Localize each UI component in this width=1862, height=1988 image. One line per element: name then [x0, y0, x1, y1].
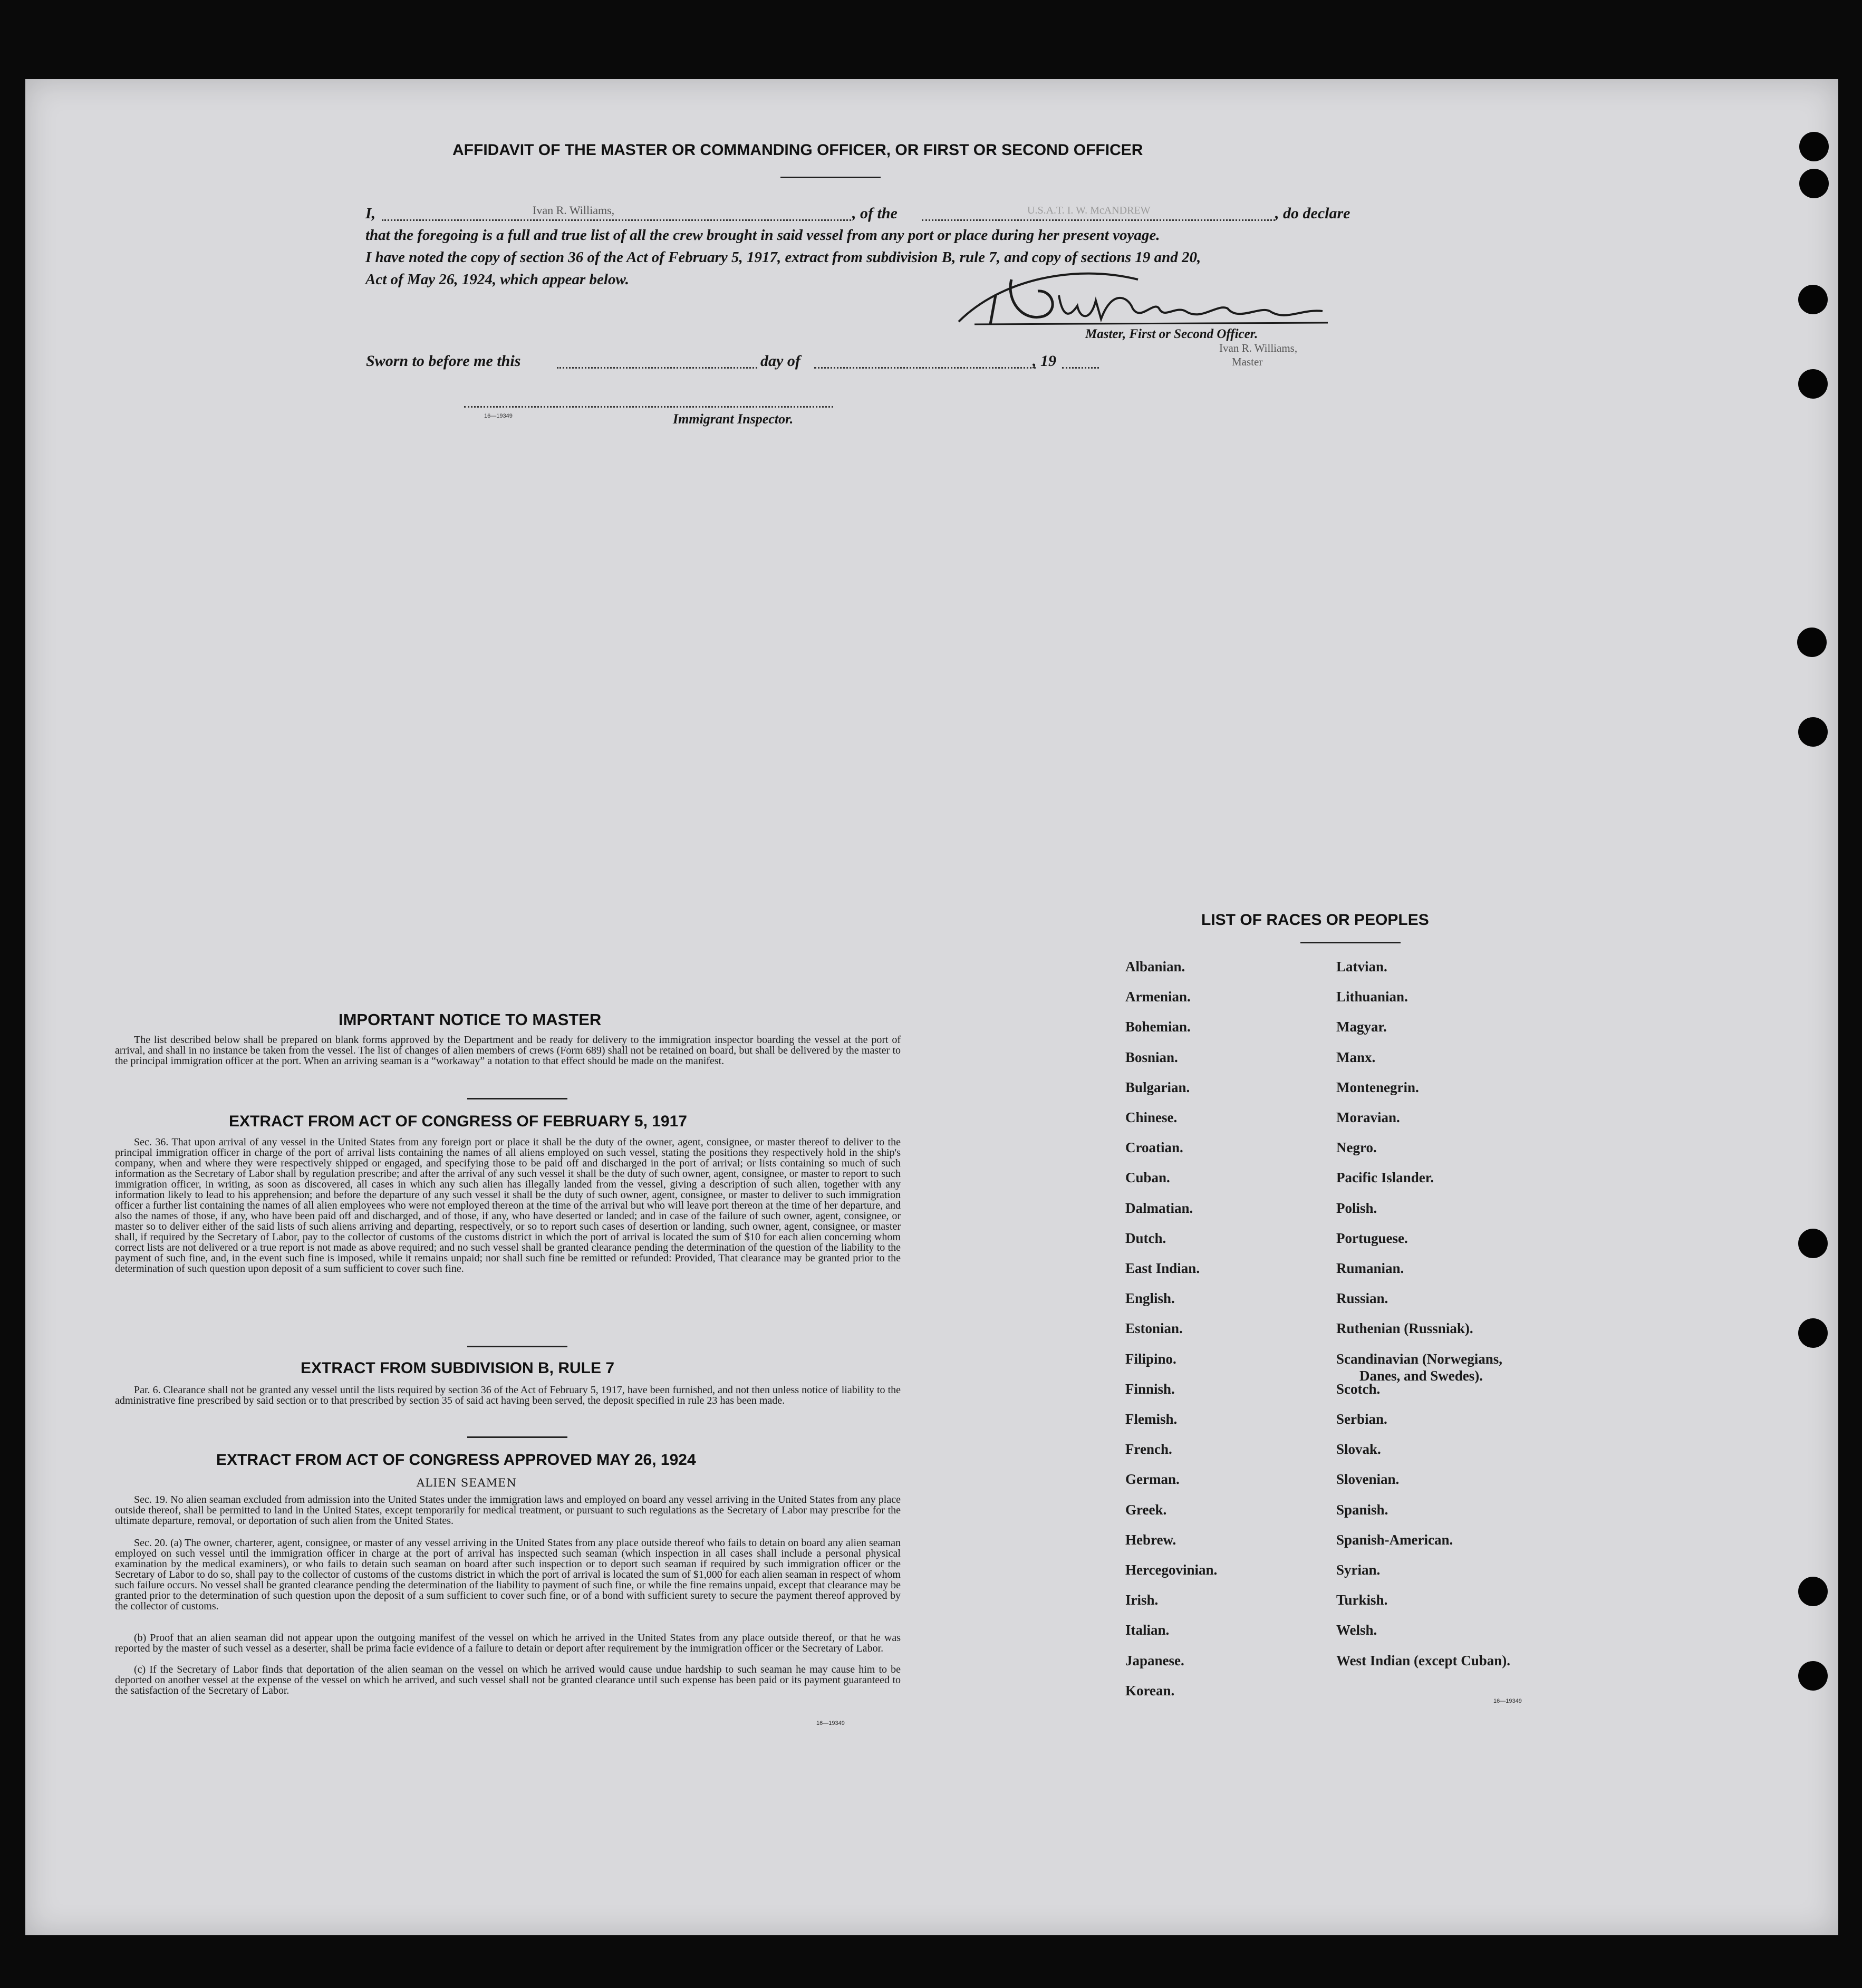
extract-rule7-title: EXTRACT FROM SUBDIVISION B, RULE 7: [301, 1359, 615, 1377]
race-item: Serbian.: [1336, 1411, 1387, 1427]
race-item: Hebrew.: [1125, 1531, 1176, 1548]
signature-caption: Master, First or Second Officer.: [1085, 327, 1258, 341]
race-item: Armenian.: [1125, 989, 1191, 1005]
punch-hole: [1799, 132, 1829, 161]
year-prefix: , 19: [1033, 352, 1056, 370]
sworn-text: Sworn to before me this: [366, 352, 521, 370]
race-item: Dutch.: [1125, 1230, 1166, 1246]
sec20b-body: (b) Proof that an alien seaman did not appear upon the outgoing manifest of the vessel on which he arrived in the United States from any place outside thereof, or that he was reported by the master of such vessel as a deserter, shall be prima facie evidence of a failure to detain or deport after requirement by the immigration officer or the Secretary of Labor.: [115, 1632, 901, 1654]
punch-hole: [1798, 1577, 1828, 1606]
notice-body: The list described below shall be prepared on blank forms approved by the Department and be ready for delivery to the immigration inspector boarding the vessel at the port of arrival, and shall in no instance be taken from the vessel. The list of changes of alien members of crews (Form 689) shall not be retained on board, but shall be delivered by the master to the principal immigration officer at the port. When an arriving seaman is a “workaway” a notation to that effect should be made on the manifest.: [115, 1034, 901, 1067]
affidavit-line-3: I have noted the copy of section 36 of the Act of February 5, 1917, extract from subdivision B, rule 7, and copy of sections 19 and 20,: [365, 249, 1201, 266]
race-item: Bohemian.: [1125, 1019, 1191, 1035]
inspector-signature-line: [464, 406, 833, 408]
race-item: Scandinavian (Norwegians,: [1336, 1350, 1503, 1367]
punch-hole: [1799, 169, 1829, 198]
race-item: Turkish.: [1336, 1592, 1388, 1608]
race-item: West Indian (except Cuban).: [1336, 1652, 1511, 1668]
race-item: Slovak.: [1336, 1441, 1381, 1458]
signature: [953, 258, 1375, 337]
sec20a-body: Sec. 20. (a) The owner, charterer, agent, consignee, or master of any vessel arriving in the United States from any place outside thereof who fails to detain on board any alien seaman employed on such vessel until the immigration officer in charge at the port of arrival has inspected such seaman (which inspection in all cases shall include a personal physical examination by the medical examiners), or who fails to detain such seaman on board after such inspection or to deport such seaman if required by such immigration officer or the Secretary of Labor to do so, shall pay to the collector of customs of the customs district in which the port of arrival is located the sum of $1,000 for each alien seaman in respect of whom such failure occurs. No vessel shall be granted clearance pending the determination of the liability to payment of such fine, or while the fine remains unpaid, except that clearance may be granted prior to the determination of such question upon the deposit of a sum sufficient to cover such fine, or of a bond with sufficient surety to secure the payment thereof approved by the collector of customs.: [115, 1537, 901, 1612]
races-title: LIST OF RACES OR PEOPLES: [1201, 911, 1429, 929]
affidavit-line-4: Act of May 26, 1924, which appear below.: [365, 271, 629, 288]
race-item: Lithuanian.: [1336, 989, 1408, 1005]
race-item: Italian.: [1125, 1622, 1170, 1638]
race-item: English.: [1125, 1290, 1175, 1307]
race-item: Spanish-American.: [1336, 1531, 1453, 1548]
race-item: Korean.: [1125, 1682, 1175, 1699]
divider: [467, 1436, 567, 1438]
affidavit-title: AFFIDAVIT OF THE MASTER OR COMMANDING OFFICER, OR FIRST OR SECOND OFFICER: [452, 141, 1143, 159]
race-item: Scotch.: [1336, 1381, 1381, 1397]
sec19-body: Sec. 19. No alien seaman excluded from admission into the United States under the immigration laws and employed on board any vessel arriving in the United States from any place outside thereof, shall be permitted to land in the United States, except temporarily for medical treatment, or pursuant to such regulations as the Secretary of Labor may prescribe for the ultimate departure, removal, or deportation of such alien from the United States.: [115, 1494, 901, 1527]
sec20c-body: (c) If the Secretary of Labor finds that deportation of the alien seaman on the vessel on which he arrived would cause undue hardship to such seaman he may cause him to be deported on another vessel at the expense of the vessel on which he arrived, and such vessel shall not be granted clearance until such expense has been paid or its payment guaranteed to the satisfaction of the Secretary of Labor.: [115, 1664, 901, 1696]
extract-1924-title: EXTRACT FROM ACT OF CONGRESS APPROVED MAY 26, 1924: [216, 1451, 696, 1469]
race-item: Magyar.: [1336, 1019, 1387, 1035]
sworn-month-blank: [814, 367, 1036, 369]
punch-hole: [1798, 1318, 1828, 1348]
race-item: Slovenian.: [1336, 1471, 1400, 1488]
race-item: Polish.: [1336, 1200, 1377, 1216]
race-item: Greek.: [1125, 1501, 1167, 1518]
race-item: Manx.: [1336, 1049, 1376, 1065]
race-item: Bosnian.: [1125, 1049, 1178, 1065]
divider: [467, 1346, 567, 1347]
punch-hole: [1798, 1229, 1828, 1258]
typed-master-title: Master: [1232, 355, 1263, 368]
extract-1917-title: EXTRACT FROM ACT OF CONGRESS OF FEBRUARY 5, 1917: [229, 1113, 687, 1130]
race-item: Pacific Islander.: [1336, 1170, 1434, 1186]
race-item: Danes, and Swedes).: [1359, 1367, 1483, 1384]
punch-hole: [1798, 1661, 1828, 1691]
day-of-text: day of: [760, 352, 800, 370]
punch-hole: [1798, 285, 1828, 314]
punch-hole: [1797, 628, 1827, 657]
race-item: Cuban.: [1125, 1170, 1170, 1186]
race-item: Russian.: [1336, 1290, 1388, 1307]
punch-hole: [1798, 369, 1828, 399]
race-item: Montenegrin.: [1336, 1079, 1419, 1095]
affidavit-i: I,: [365, 205, 376, 222]
race-item: East Indian.: [1125, 1260, 1200, 1276]
race-item: Latvian.: [1336, 959, 1387, 974]
race-item: Estonian.: [1125, 1320, 1183, 1337]
affidavit-of-the: , of the: [852, 205, 898, 222]
notice-title: IMPORTANT NOTICE TO MASTER: [339, 1010, 602, 1029]
race-item: Albanian.: [1125, 959, 1185, 974]
vessel-typed: U.S.A.T. I. W. McANDREW: [1027, 205, 1151, 216]
race-item: Filipino.: [1125, 1350, 1176, 1367]
race-item: Spanish.: [1336, 1501, 1388, 1518]
race-item: Hercegovinian.: [1125, 1562, 1218, 1578]
master-name-typed: Ivan R. Williams,: [533, 204, 615, 217]
race-item: Portuguese.: [1336, 1230, 1408, 1246]
race-item: German.: [1125, 1471, 1180, 1488]
extract-form-number: 16—19349: [816, 1720, 845, 1726]
year-blank: [1062, 367, 1099, 369]
race-item: Croatian.: [1125, 1140, 1183, 1156]
affidavit-form-number: 16—19349: [484, 413, 513, 419]
vessel-blank: [922, 219, 1275, 221]
races-form-number: 16—19349: [1493, 1698, 1522, 1704]
race-item: Irish.: [1125, 1592, 1159, 1608]
inspector-caption: Immigrant Inspector.: [673, 411, 794, 427]
divider: [1300, 942, 1401, 943]
affidavit-line-2: that the foregoing is a full and true list of all the crew brought in said vessel from any port or place during her present voyage.: [365, 227, 1160, 244]
affidavit-declare: , do declare: [1275, 205, 1350, 222]
race-item: Japanese.: [1125, 1652, 1184, 1668]
document-page: [25, 79, 1838, 1935]
race-item: Syrian.: [1336, 1562, 1381, 1578]
race-item: Welsh.: [1336, 1622, 1377, 1638]
race-item: French.: [1125, 1441, 1172, 1458]
race-item: Rumanian.: [1336, 1260, 1404, 1276]
divider: [780, 177, 881, 178]
race-item: Moravian.: [1336, 1109, 1400, 1125]
race-item: Negro.: [1336, 1140, 1377, 1156]
alien-seamen-subtitle: ALIEN SEAMEN: [417, 1476, 517, 1489]
race-item: Ruthenian (Russniak).: [1336, 1320, 1473, 1337]
extract-1917-body: Sec. 36. That upon arrival of any vessel in the United States from any foreign port or place it shall be the duty of the owner, agent, consignee, or master thereof to deliver to the principal immigration officer in charge of the port of arrival lists containing the names of all aliens employed on such vessel, stating the positions they respectively hold in the ship's company, when and where they were respectively shipped or engaged, and specifying those to be paid off and discharged in the port of arrival; or lists containing so much of such information as the Secretary of Labor shall by regulation prescribe; and after the arrival of any such vessel it shall be the duty of such owner, agent, consignee, or master to report to such immigration officer, in writing, as soon as discovered, all cases in which any such alien has illegally landed from the vessel, giving a description of such alien, together with any information likely to lead to his apprehension; and before the departure of any such vessel it shall be the duty of such owner, agent, consignee, or master to deliver to such immigration officer a further list containing the names of all alien employees who were not employed thereon at the time of the arrival but who will leave port thereon at the time of her departure, and also the names of those, if any, who have been paid off and discharged, and of those, if any, who have deserted or landed; and in case of the failure of such owner, agent, consignee, or master so to deliver either of the said lists of such aliens arriving and departing, respectively, or so to report such cases of desertion or landing, such owner, agent, consignee, or master shall, if required by the Secretary of Labor, pay to the collector of customs of the customs district in which the port of arrival is located the sum of $10 for each alien concerning whom correct lists are not delivered or a true report is not made as above required; and no such vessel shall be granted clearance pending the determination of the question of the liability to the payment of such fine, and, in the event such fine is imposed, while it remains unpaid; nor shall such fine be remitted or refunded: Provided, That clearance may be granted prior to the determination of such question upon deposit of a sum sufficient to cover such fine.: [115, 1136, 901, 1275]
typed-master-name: Ivan R. Williams,: [1219, 342, 1298, 354]
master-name-blank: [382, 219, 851, 221]
sworn-day-blank: [557, 367, 757, 369]
race-item: Finnish.: [1125, 1381, 1175, 1397]
divider: [467, 1098, 567, 1099]
punch-hole: [1798, 717, 1828, 747]
race-item: Dalmatian.: [1125, 1200, 1193, 1216]
race-item: Flemish.: [1125, 1411, 1178, 1427]
extract-rule7-body: Par. 6. Clearance shall not be granted any vessel until the lists required by section 36 of the Act of February 5, 1917, have been furnished, and not then unless notice of liability to the administrative fine prescribed by said section or to that prescribed by section 35 of said act having been served, the deposit specified in rule 23 has been made.: [115, 1384, 901, 1406]
race-item: Chinese.: [1125, 1109, 1178, 1125]
race-item: Bulgarian.: [1125, 1079, 1190, 1095]
